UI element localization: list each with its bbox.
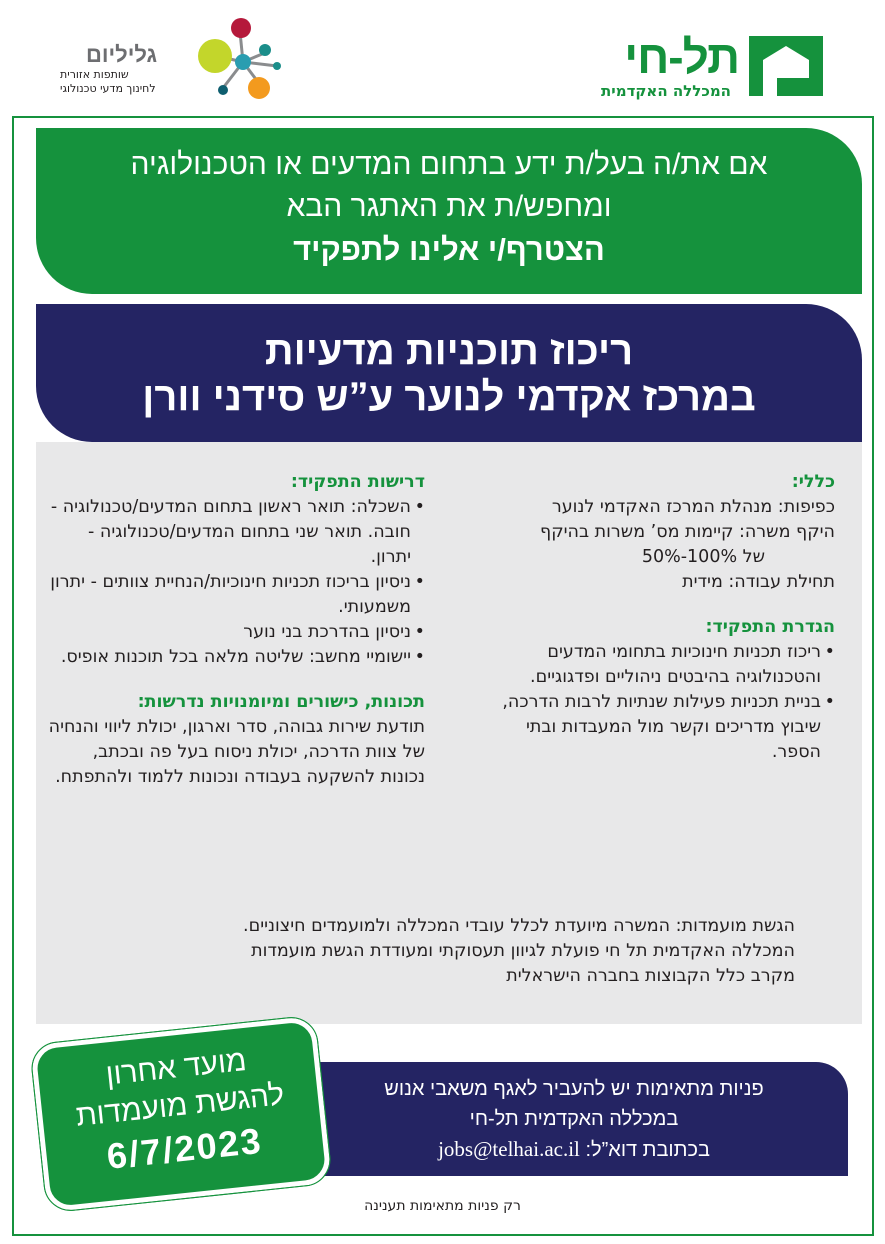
general-line: כפיפות: מנהלת המרכז האקדמי לנוער [551, 497, 835, 517]
telhai-name: תל-חי [624, 31, 739, 83]
list-item: • יישומיי מחשב: שליטה מלאה בכל תוכנות אופיס. [45, 645, 425, 670]
skills-text: תודעת שירות גבוהה, סדר וארגון, יכולת ליווי והנחיה של צוות הדרכה, יכולת ניסוח בעל פה ובכתב, נכונות להשקעה בעבודה ונכונות ללמוד ולהתפתח. [48, 717, 425, 787]
list-item: • ניסיון בריכוז תכניות חינוכיות/הנחיית צוותים - יתרון משמעותי. [45, 570, 425, 620]
general-heading: כללי: [791, 472, 835, 492]
intro-line-1: אם את/ה בעל/ת ידע בתחום המדעים או הטכנולוגיה [130, 148, 768, 181]
telhai-subtitle: המכללה האקדמית [601, 82, 731, 100]
list-item: • השכלה: תואר ראשון בתחום המדעים/טכנולוגיה - חובה. תואר שני בתחום המדעים/טכנולוגיה - יתרון. [45, 495, 425, 570]
notice-line-3: מקרב כלל הקבוצות בחברה הישראלית [506, 966, 795, 986]
list-item: • בניית תכניות פעילות שנתיות לרבות הדרכה, שיבוץ מדריכים וקשר מול המעבדות ובתי הספר. [495, 690, 835, 765]
deadline-line-1: מועד אחרון [104, 1043, 248, 1092]
molecule-icon [185, 14, 285, 110]
intro-line-3: הצטרף/י אלינו לתפקיד [293, 232, 605, 267]
telhai-logo [593, 28, 823, 102]
requirements-heading: דרישות התפקיד: [290, 472, 425, 492]
job-title-line-2: במרכז אקדמי לנוער ע”ש סידני וורן [142, 375, 756, 419]
requirements-section [45, 470, 425, 790]
galileo-tagline-1: שותפות אזורית [60, 68, 129, 81]
email-label: בכתובת דוא”ל: [579, 1139, 710, 1161]
footer-note: רק פניות מתאימות תענינה [364, 1198, 521, 1214]
requirements-list [45, 495, 425, 670]
general-line: של 100%-50% [641, 547, 765, 567]
intro-banner [36, 128, 862, 294]
role-definition-heading: הגדרת התפקיד: [705, 617, 835, 637]
notice-line-2: המכללה האקדמית תל חי פועלת לגיוון תעסוקתי ומעודדת הגשת מועמדות [251, 941, 795, 961]
general-line: תחילת עבודה: מידית [682, 572, 835, 592]
galileo-name: גליליום [86, 42, 158, 67]
job-title-banner [36, 304, 862, 442]
job-title-line-1: ריכוז תוכניות מדעיות [264, 329, 634, 373]
contact-line-2: במכללה האקדמית תל-חי [469, 1108, 679, 1130]
list-item: • ריכוז תכניות חינוכיות בתחומי המדעים והטכנולוגיה בהיבטים ניהוליים ופדגוגיים. [495, 640, 835, 690]
galileo-tagline-2: לחינוך מדעי טכנולוגי [60, 82, 156, 95]
notice-line-1: הגשת מועמדות: המשרה מיועדת לכלל עובדי המכללה ולמועמדים חיצוניים. [243, 916, 795, 936]
email-link[interactable]: jobs@telhai.ac.il [438, 1137, 580, 1161]
intro-line-2: ומחפש/ת את האתגר הבא [286, 190, 612, 223]
telhai-house-icon [749, 36, 823, 96]
general-section [495, 470, 835, 765]
contact-line-1: פניות מתאימות יש להעביר לאגף משאבי אנוש [384, 1078, 764, 1100]
contact-box [300, 1062, 848, 1176]
deadline-badge [30, 1016, 332, 1213]
role-definition-list [495, 640, 835, 765]
contact-line-3 [300, 1134, 848, 1165]
application-notice [75, 914, 795, 989]
list-item: • ניסיון בהדרכת בני נוער [45, 620, 425, 645]
galileo-logo [60, 14, 290, 110]
deadline-date: 6/7/2023 [104, 1119, 265, 1177]
deadline-line-2: להגשת מועמדות [74, 1078, 286, 1133]
general-line: היקף משרה: קיימות מס’ משרות בהיקף [540, 522, 835, 542]
skills-heading: תכונות, כישורים ומיומנויות נדרשות: [137, 692, 425, 712]
